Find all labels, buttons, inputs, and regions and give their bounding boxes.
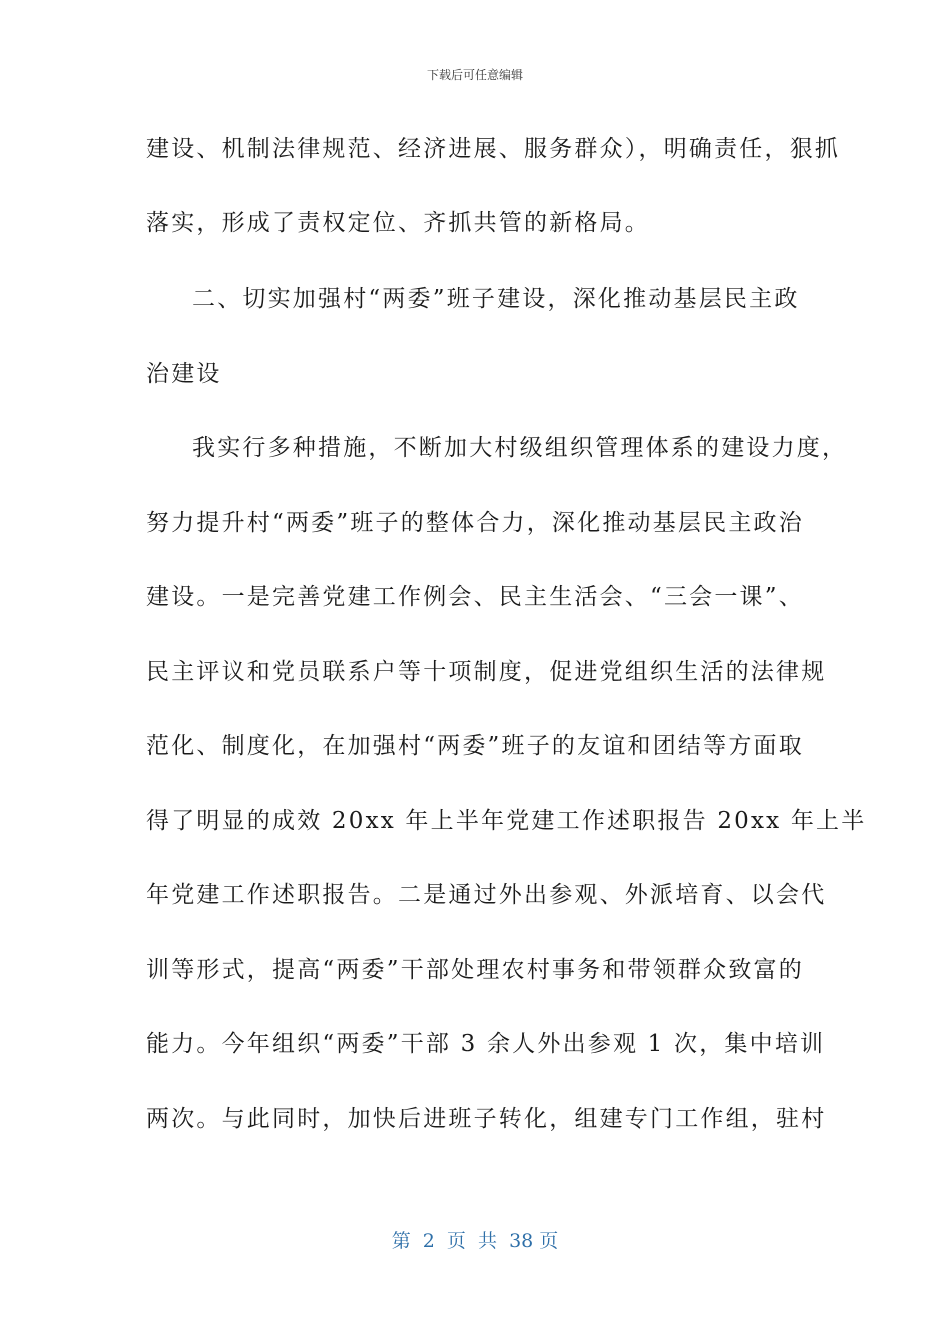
text-line: 民主评议和党员联系户等十项制度，促进党组织生活的法律规 [146, 659, 827, 685]
page-header: 下载后可任意编辑 [426, 68, 523, 82]
section-heading-line: 治建设 [146, 361, 222, 387]
text-line: 得了明显的成效 20xx 年上半年党建工作述职报告 20xx 年上半 [146, 808, 867, 834]
text-line: 建设、机制法律规范、经济进展、服务群众），明确责任，狠抓 [146, 136, 841, 162]
text-line: 努力提升村“两委”班子的整体合力，深化推动基层民主政治 [146, 510, 804, 536]
text-line: 训等形式，提高“两委”干部处理农村事务和带领群众致富的 [146, 957, 804, 983]
text-line: 落实，形成了责权定位、齐抓共管的新格局。 [146, 210, 650, 236]
text-line: 范化、制度化，在加强村“两委”班子的友谊和团结等方面取 [146, 733, 804, 759]
text-line: 建设。一是完善党建工作例会、民主生活会、“三会一课”、 [146, 584, 804, 610]
text-line: 能力。今年组织“两委”干部 3 余人外出参观 1 次，集中培训 [146, 1031, 826, 1057]
page-number-footer: 第 2 页 共 38 页 [391, 1230, 559, 1252]
text-line: 年党建工作述职报告。二是通过外出参观、外派培育、以会代 [146, 882, 827, 908]
text-line: 我实行多种措施，不断加大村级组织管理体系的建设力度， [192, 435, 848, 461]
section-heading-line: 二、切实加强村“两委”班子建设，深化推动基层民主政 [192, 286, 800, 312]
text-line: 两次。与此同时，加快后进班子转化，组建专门工作组，驻村 [146, 1106, 827, 1132]
